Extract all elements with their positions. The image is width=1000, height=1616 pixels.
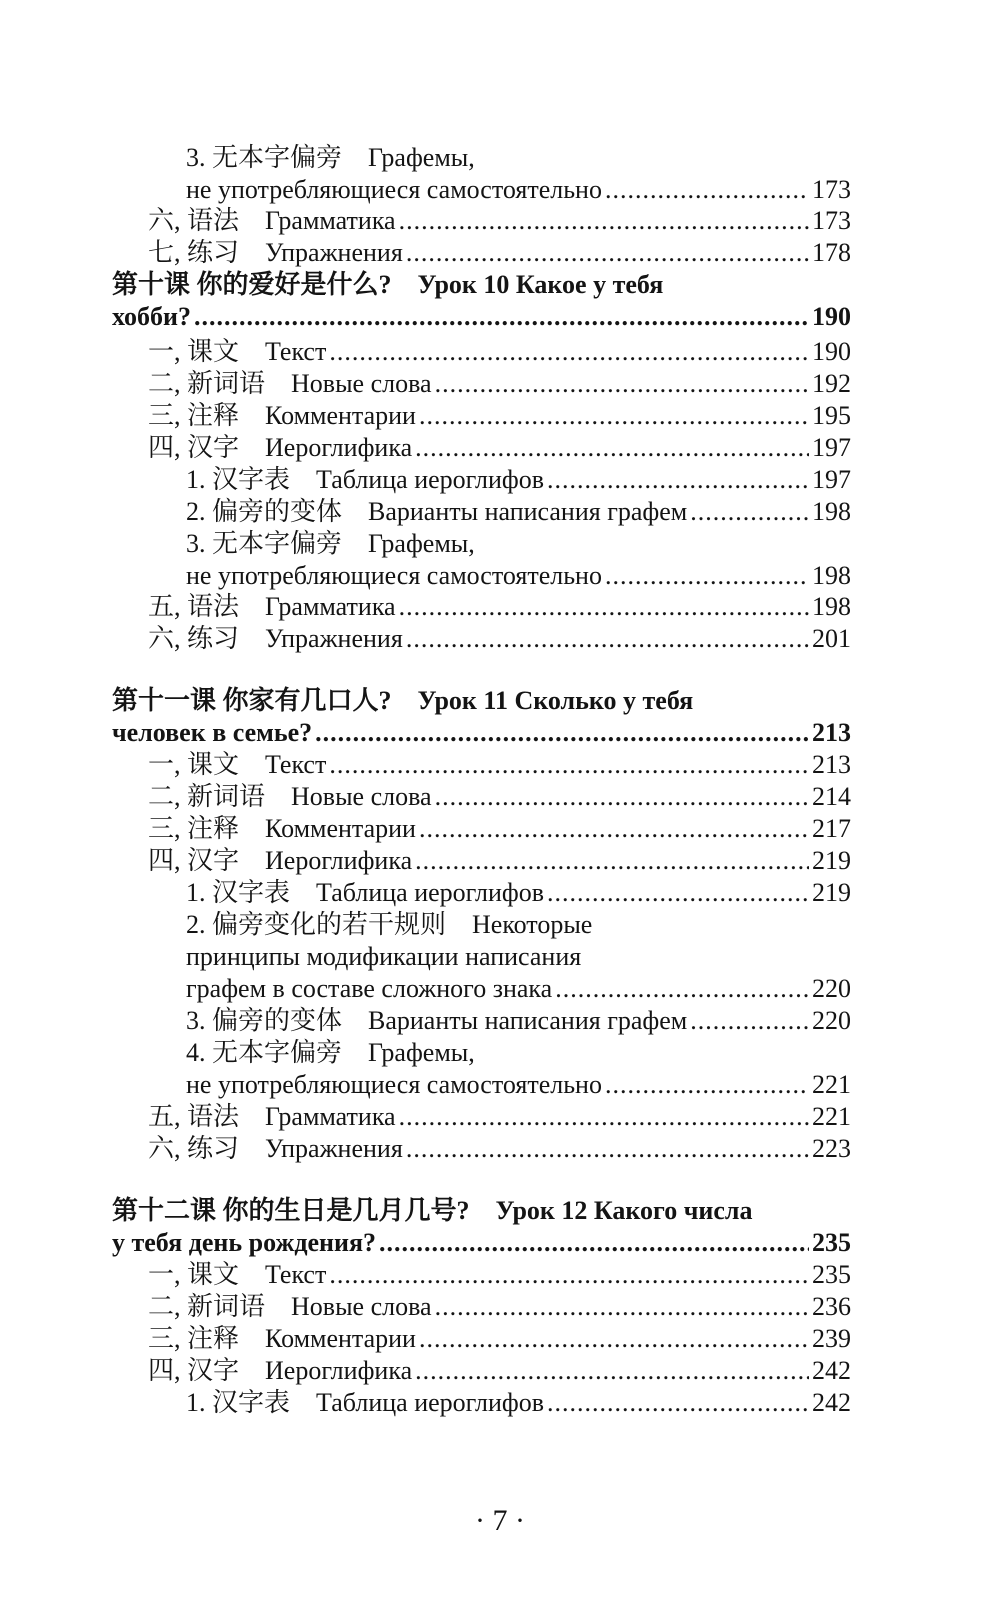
- toc-entry[interactable]: [148, 844, 1000, 877]
- toc-entry-chinese-title: 1. 汉字表: [186, 1388, 291, 1417]
- toc-entry-chinese-title: 第十一课 你家有几口人?: [112, 686, 392, 715]
- dot-leader: [399, 590, 809, 623]
- toc-page-number: 214: [812, 782, 851, 811]
- toc-entry-russian-title: Таблица иероглифов: [316, 465, 545, 494]
- dot-leader: [555, 972, 809, 1005]
- toc-entry[interactable]: [148, 1354, 1000, 1387]
- toc-entry[interactable]: [186, 876, 1000, 909]
- toc-entry[interactable]: [148, 399, 1000, 432]
- toc-entry-russian-title: человек в семье?: [112, 718, 313, 747]
- toc-entry-chinese-title: 3. 无本字偏旁: [186, 529, 343, 558]
- dot-leader: [690, 1004, 809, 1037]
- toc-entry[interactable]: [186, 972, 1000, 1005]
- toc-page-number: 195: [812, 401, 851, 430]
- toc-entry-russian-title: Грамматика: [265, 1102, 396, 1131]
- toc-entry-chinese-title: 四, 汉字: [148, 846, 240, 875]
- toc-entry-russian-title: Комментарии: [265, 1324, 416, 1353]
- toc-page-number: 220: [812, 1006, 851, 1035]
- dot-leader: [194, 300, 809, 333]
- toc-page-number: 173: [812, 206, 851, 235]
- toc-entry[interactable]: [148, 590, 1000, 623]
- toc-page-number: 198: [812, 561, 851, 590]
- toc-entry-chinese-title: 四, 汉字: [148, 1356, 240, 1385]
- toc-page-number: 219: [812, 878, 851, 907]
- dot-leader: [419, 812, 809, 845]
- toc-page-number: 190: [812, 337, 851, 366]
- toc-entry[interactable]: [186, 1004, 1000, 1037]
- toc-entry[interactable]: [112, 1194, 1000, 1227]
- toc-entry-chinese-title: 4. 无本字偏旁: [186, 1038, 343, 1067]
- dot-leader: [547, 1386, 809, 1419]
- toc-page-number: 173: [812, 175, 851, 204]
- toc-entry-chinese-title: 五, 语法: [148, 1102, 240, 1131]
- toc-entry-russian-title: не употребляющиеся самостоятельно: [186, 561, 602, 590]
- toc-page-number: 220: [812, 974, 851, 1003]
- toc-entry[interactable]: [148, 335, 1000, 368]
- toc-entry-chinese-title: 二, 新词语: [148, 369, 266, 398]
- dot-leader: [406, 622, 809, 655]
- toc-entry[interactable]: [186, 173, 1000, 206]
- toc-entry-russian-title: принципы модификации написания: [186, 942, 582, 971]
- toc-entry-chinese-title: 三, 注释: [148, 401, 240, 430]
- toc-page-number: 221: [812, 1102, 851, 1131]
- toc-page-number: 190: [812, 302, 851, 331]
- toc-page-number: 213: [812, 750, 851, 779]
- dot-leader: [605, 173, 809, 206]
- dot-leader: [690, 495, 809, 528]
- toc-entry-chinese-title: 1. 汉字表: [186, 465, 291, 494]
- toc-entry-chinese-title: 二, 新词语: [148, 1292, 266, 1321]
- dot-leader: [605, 1068, 809, 1101]
- toc-entry[interactable]: [186, 559, 1000, 592]
- dot-leader: [415, 844, 809, 877]
- toc-entry-russian-title: Упражнения: [265, 624, 403, 653]
- toc-entry-chinese-title: 第十课 你的爱好是什么?: [112, 270, 392, 299]
- toc-entry[interactable]: [148, 367, 1000, 400]
- dot-leader: [399, 204, 809, 237]
- toc-entry[interactable]: [186, 908, 1000, 941]
- toc-entry-russian-title: у тебя день рождения?: [112, 1228, 377, 1257]
- toc-page-number: 242: [812, 1356, 851, 1385]
- toc-entry-russian-title: Урок 12 Какого числа: [495, 1196, 753, 1225]
- toc-page-number: 197: [812, 465, 851, 494]
- dot-leader: [329, 748, 809, 781]
- toc-entry-russian-title: Упражнения: [265, 238, 403, 267]
- toc-entry[interactable]: [112, 300, 1000, 333]
- toc-entry-russian-title: Комментарии: [265, 814, 416, 843]
- dot-leader: [605, 559, 809, 592]
- toc-entry-russian-title: не употребляющиеся самостоятельно: [186, 1070, 602, 1099]
- toc-entry-russian-title: Некоторые: [472, 910, 593, 939]
- toc-entry-russian-title: Графемы,: [368, 529, 475, 558]
- toc-entry[interactable]: [148, 1290, 1000, 1323]
- dot-leader: [435, 367, 809, 400]
- toc-page-number: 198: [812, 592, 851, 621]
- toc-entry-russian-title: хобби?: [112, 302, 191, 331]
- toc-entry[interactable]: [186, 527, 1000, 560]
- dot-leader: [329, 335, 809, 368]
- toc-entry-russian-title: Таблица иероглифов: [316, 878, 545, 907]
- toc-entry-chinese-title: 2. 偏旁的变体: [186, 497, 343, 526]
- toc-entry[interactable]: [148, 1258, 1000, 1291]
- toc-entry-russian-title: Графемы,: [368, 1038, 475, 1067]
- toc-entry-chinese-title: 五, 语法: [148, 592, 240, 621]
- dot-leader: [406, 1132, 809, 1165]
- toc-page-number: 223: [812, 1134, 851, 1163]
- toc-entry-chinese-title: 七, 练习: [148, 238, 240, 267]
- toc-entry[interactable]: [112, 716, 1000, 749]
- page-number: · 7 ·: [475, 1504, 525, 1537]
- toc-entry-russian-title: Упражнения: [265, 1134, 403, 1163]
- dot-leader: [435, 780, 809, 813]
- dot-leader: [379, 1226, 809, 1259]
- dot-leader: [419, 1322, 809, 1355]
- toc-entry[interactable]: [148, 204, 1000, 237]
- toc-entry-russian-title: Варианты написания графем: [368, 1006, 688, 1035]
- toc-page-number: 235: [812, 1228, 851, 1257]
- toc-entry[interactable]: [186, 495, 1000, 528]
- toc-entry[interactable]: [148, 748, 1000, 781]
- toc-page-number: 198: [812, 497, 851, 526]
- toc-entry-chinese-title: 六, 练习: [148, 1134, 240, 1163]
- toc-entry[interactable]: [148, 812, 1000, 845]
- dot-leader: [547, 876, 809, 909]
- toc-page-number: 197: [812, 433, 851, 462]
- dot-leader: [315, 716, 809, 749]
- toc-entry-chinese-title: 二, 新词语: [148, 782, 266, 811]
- toc-entry[interactable]: [112, 1226, 1000, 1259]
- toc-entry-russian-title: Текст: [265, 1260, 327, 1289]
- toc-entry-chinese-title: 三, 注释: [148, 814, 240, 843]
- toc-entry-chinese-title: 六, 语法: [148, 206, 240, 235]
- toc-entry-russian-title: Иероглифика: [265, 433, 413, 462]
- toc-entry-russian-title: Комментарии: [265, 401, 416, 430]
- toc-entry-chinese-title: 六, 练习: [148, 624, 240, 653]
- toc-entry[interactable]: [186, 1036, 1000, 1069]
- dot-leader: [399, 1100, 809, 1133]
- toc-entry[interactable]: [148, 431, 1000, 464]
- toc-entry[interactable]: [148, 236, 1000, 269]
- toc-entry-russian-title: Урок 10 Какое у тебя: [417, 270, 664, 299]
- dot-leader: [406, 236, 809, 269]
- toc-entry-russian-title: Иероглифика: [265, 846, 413, 875]
- toc-page-number: 219: [812, 846, 851, 875]
- toc-page-number: 235: [812, 1260, 851, 1289]
- toc-entry-chinese-title: 第十二课 你的生日是几月几号?: [112, 1196, 470, 1225]
- toc-entry-russian-title: не употребляющиеся самостоятельно: [186, 175, 602, 204]
- toc-entry-chinese-title: 1. 汉字表: [186, 878, 291, 907]
- toc-entry-russian-title: Новые слова: [291, 369, 432, 398]
- toc-entry-chinese-title: 2. 偏旁变化的若干规则: [186, 910, 447, 939]
- dot-leader: [329, 1258, 809, 1291]
- toc-entry[interactable]: [112, 684, 1000, 717]
- toc-page-number: 201: [812, 624, 851, 653]
- toc-entry[interactable]: [148, 622, 1000, 655]
- toc-entry[interactable]: [148, 1100, 1000, 1133]
- dot-leader: [415, 431, 809, 464]
- toc-entry-chinese-title: 三, 注释: [148, 1324, 240, 1353]
- toc-entry[interactable]: [186, 141, 1000, 174]
- toc-entry-russian-title: Иероглифика: [265, 1356, 413, 1385]
- toc-entry-chinese-title: 一, 课文: [148, 337, 240, 366]
- toc-entry[interactable]: [148, 1132, 1000, 1165]
- toc-entry[interactable]: [186, 1068, 1000, 1101]
- toc-entry[interactable]: [186, 463, 1000, 496]
- toc-page-number: 242: [812, 1388, 851, 1417]
- toc-entry[interactable]: [148, 780, 1000, 813]
- toc-entry[interactable]: [148, 1322, 1000, 1355]
- toc-entry-russian-title: Грамматика: [265, 592, 396, 621]
- toc-entry[interactable]: [186, 1386, 1000, 1419]
- toc-entry-russian-title: Грамматика: [265, 206, 396, 235]
- toc-page-number: 221: [812, 1070, 851, 1099]
- toc-entry-russian-title: Текст: [265, 750, 327, 779]
- toc-entry-chinese-title: 一, 课文: [148, 1260, 240, 1289]
- toc-page-number: 236: [812, 1292, 851, 1321]
- toc-entry-russian-title: графем в составе сложного знака: [186, 974, 553, 1003]
- toc-entry-russian-title: Текст: [265, 337, 327, 366]
- toc-entry-chinese-title: 一, 课文: [148, 750, 240, 779]
- toc-page-number: 239: [812, 1324, 851, 1353]
- toc-page-number: 217: [812, 814, 851, 843]
- toc-page-number: 192: [812, 369, 851, 398]
- toc-entry-russian-title: Варианты написания графем: [368, 497, 688, 526]
- toc-entry-chinese-title: 四, 汉字: [148, 433, 240, 462]
- toc-page-number: 178: [812, 238, 851, 267]
- toc-entry-russian-title: Таблица иероглифов: [316, 1388, 545, 1417]
- toc-page-number: 213: [812, 718, 851, 747]
- toc-entry-russian-title: Новые слова: [291, 1292, 432, 1321]
- toc-entry-russian-title: Урок 11 Сколько у тебя: [417, 686, 694, 715]
- dot-leader: [419, 399, 809, 432]
- toc-entry[interactable]: [186, 940, 1000, 973]
- dot-leader: [415, 1354, 809, 1387]
- toc-entry-chinese-title: 3. 偏旁的变体: [186, 1006, 343, 1035]
- toc-entry-chinese-title: 3. 无本字偏旁: [186, 143, 343, 172]
- dot-leader: [547, 463, 809, 496]
- toc-entry-russian-title: Новые слова: [291, 782, 432, 811]
- toc-entry[interactable]: [112, 268, 1000, 301]
- toc-entry-russian-title: Графемы,: [368, 143, 475, 172]
- dot-leader: [435, 1290, 809, 1323]
